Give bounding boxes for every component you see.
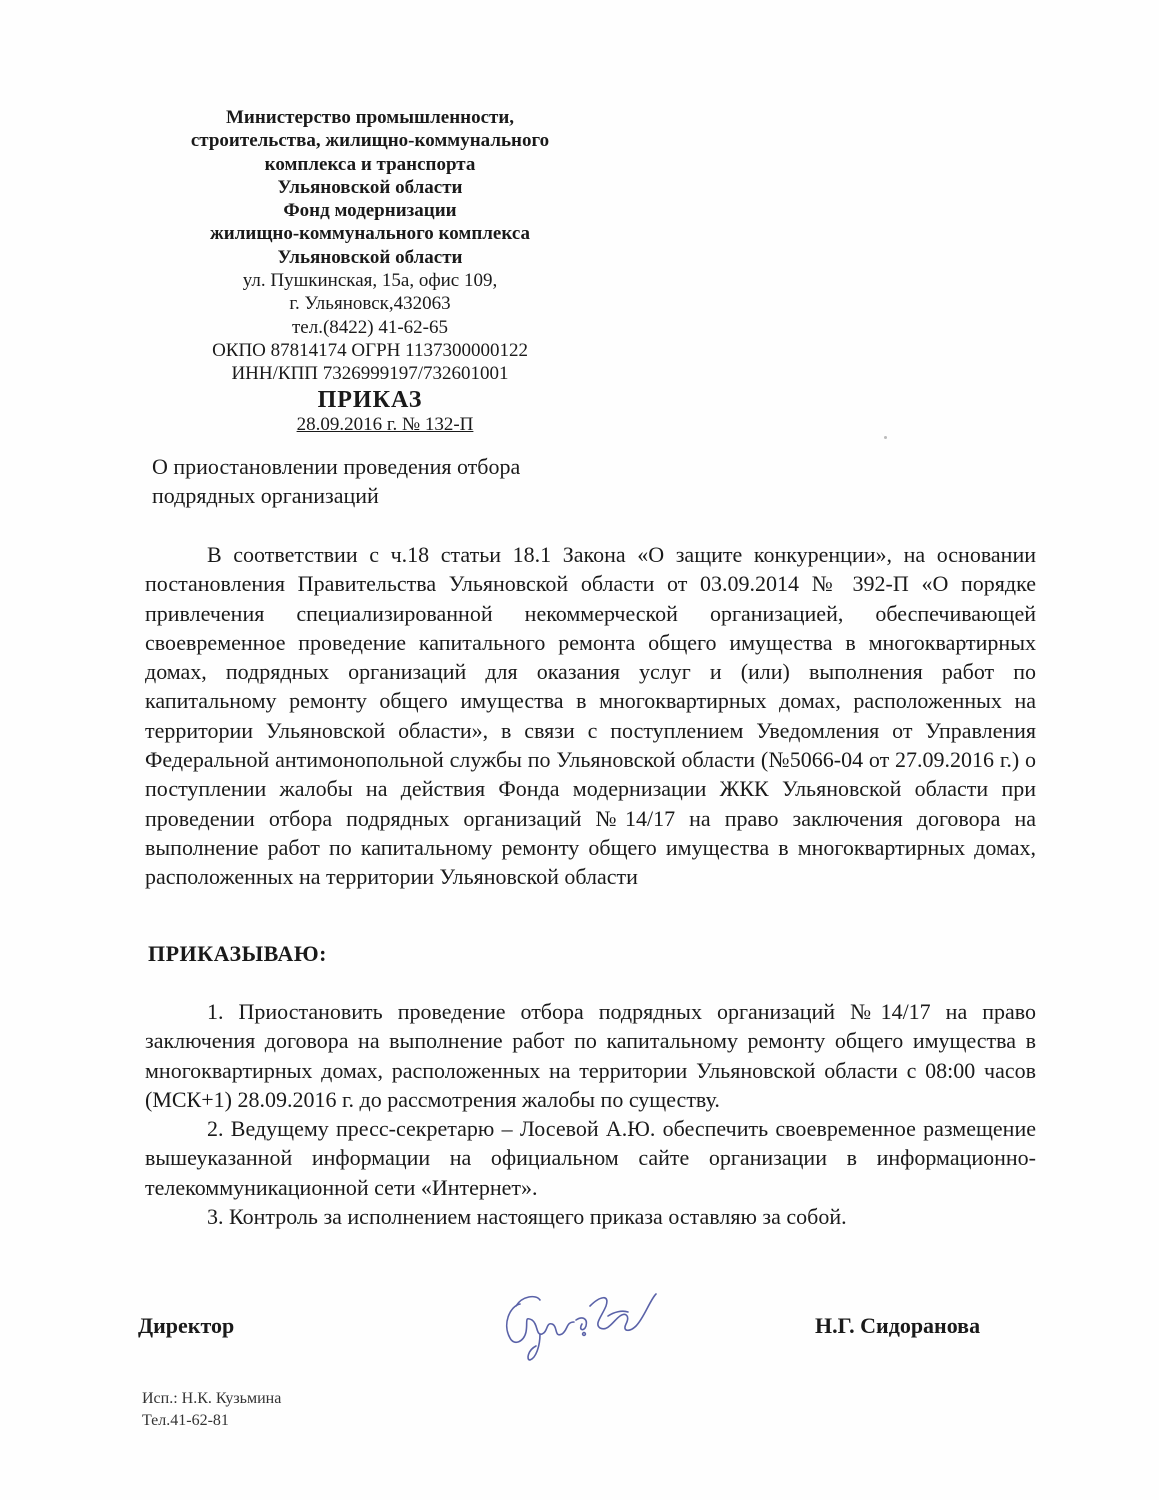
signatory-position: Директор [138, 1313, 235, 1338]
order-title: ПРИКАЗ [317, 386, 423, 413]
letterhead-line: Министерство промышленности, [225, 107, 515, 128]
letterhead-line: Ульяновской области [277, 246, 463, 268]
preamble-paragraph: В соответствии с ч.18 статьи 18.1 Закона «О защите конкуренции», на основании постановления Правительства Ульяновской области от 03.09.2014 № 392-П «О порядке привлечения специализированной некоммерческой организацией, обеспечивающей своевременное проведение капитального ремонта общего имущества в многоквартирных домах, подрядных организаций для оказания услуг и (или) выполнения работ по капитальному ремонту общего имущества в многоквартирных домах, расположенных на территории Ульяновской области», в связи с поступлением Уведомления от Управления Федеральной антимонопольной службы по Ульяновской области (№5066-04 от 27.09.2016 г.) о поступлении жалобы на действия Фонда модернизации ЖКК Ульяновской области при проведении отбора подрядных организаций №14/17 на право заключения договора на выполнение работ по капитальному ремонту общего имущества в многоквартирных домах, расположенных на территории Ульяновской области [145, 542, 1036, 890]
order-number: 28.09.2016 г. № 132-П [296, 413, 474, 435]
handwritten-signature [480, 1276, 680, 1366]
order-number-row [145, 413, 595, 436]
letterhead-line: Фонд модернизации [283, 200, 457, 222]
subject-line: подрядных организаций [152, 483, 379, 508]
letterhead-line: жилищно-коммунального комплекса [210, 223, 530, 245]
executor-name: Исп.: Н.К. Кузьмина [142, 1390, 282, 1407]
order-directive-heading: ПРИКАЗЫВАЮ: [148, 941, 327, 966]
address-line: г. Ульяновск,432063 [289, 293, 451, 315]
letterhead-line: комплекса и транспорта [264, 153, 476, 175]
address-line: ул. Пушкинская, 15а, офис 109, [242, 270, 498, 292]
letterhead-line: Ульяновской области [277, 176, 463, 198]
order-subject [152, 452, 520, 510]
letterhead-line: строительства, жилищно-коммунального [190, 130, 550, 152]
executor-phone: Тел.41-62-81 [142, 1412, 229, 1429]
order-item: 2. Ведущему пресс-секретарю – Лосевой А.Ю. обеспечить своевременное размещение вышеуказанной информации на официальном сайте организации в информационно-телекоммуникационной сети «Интернет». [145, 1116, 1036, 1200]
order-item: 1. Приостановить проведение отбора подрядных организаций №14/17 на право заключения договора на выполнение работ по капитальному ремонту общего имущества в многоквартирных домах, расположенных на территории Ульяновской области с 08:00 часов (МСК+1) 28.09.2016 г. до рассмотрения жалобы по существу. [145, 999, 1036, 1112]
subject-line: О приостановлении проведения отбора [152, 454, 521, 479]
order-items [145, 997, 1036, 1231]
tax-id-line: ИНН/КПП 7326999197/732601001 [231, 363, 509, 385]
registration-line: ОКПО 87814174 ОГРН 1137300000122 [212, 339, 528, 361]
phone-line: тел.(8422) 41-62-65 [291, 316, 449, 338]
executor-info [142, 1388, 281, 1432]
letterhead [145, 106, 595, 436]
scan-speck [884, 436, 887, 439]
order-item: 3. Контроль за исполнением настоящего приказа оставляю за собой. [207, 1204, 847, 1230]
signatory-name: Н.Г. Сидоранова [815, 1313, 981, 1338]
